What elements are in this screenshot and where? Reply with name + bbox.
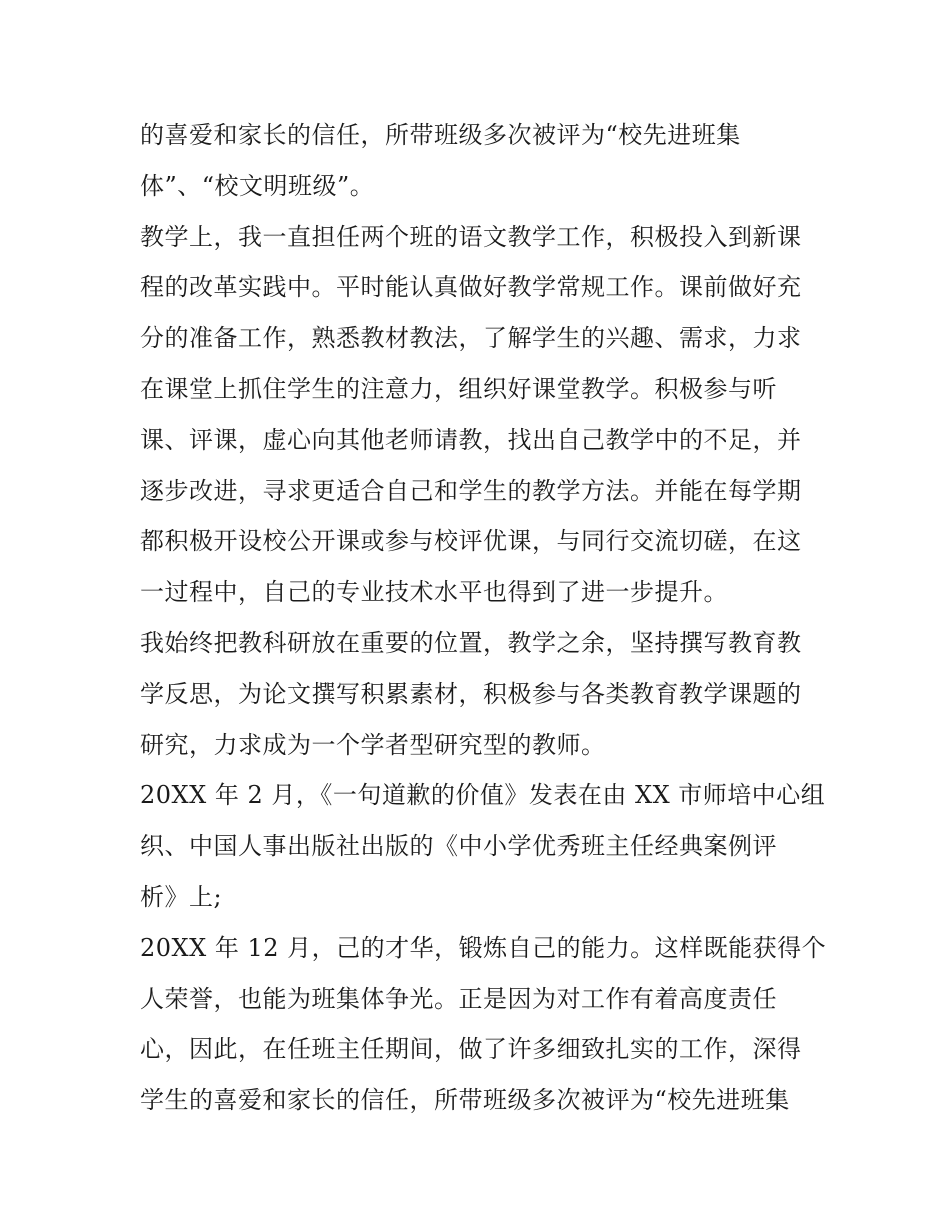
text-line: 人荣誉，也能为班集体争光。正是因为对工作有着高度责任 — [140, 984, 777, 1013]
text-line: 一过程中，自己的专业技术水平也得到了进一步提升。 — [140, 578, 728, 607]
text-line: 都积极开设校公开课或参与校评优课，与同行交流切磋，在这 — [140, 527, 802, 556]
text-line: 心，因此，在任班主任期间，做了许多细致扎实的工作，深得 — [140, 1035, 802, 1064]
text-line: 的喜爱和家长的信任，所带班级多次被评为“校先进班集 — [140, 121, 741, 149]
text-line: 在课堂上抓住学生的注意力，组织好课堂教学。积极参与听 — [140, 374, 777, 403]
text-line: 20XX 年 2 月，《一句道歉的价值》发表在由 XX 市师培中心组 — [140, 781, 826, 810]
document-body — [140, 110, 827, 1126]
text-line: 课、评课，虚心向其他老师请教，找出自己教学中的不足，并 — [140, 425, 802, 454]
text-line: 逐步改进，寻求更适合自己和学生的教学方法。并能在每学期 — [140, 476, 802, 505]
text-line: 织、中国人事出版社出版的《中小学优秀班主任经典案例评 — [140, 832, 777, 861]
text-line: 析》上; — [140, 882, 223, 911]
text-line: 分的准备工作，熟悉教材教法，了解学生的兴趣、需求，力求 — [140, 324, 802, 353]
text-line: 我始终把教科研放在重要的位置，教学之余，坚持撰写教育教 — [140, 628, 802, 657]
text-line: 程的改革实践中。平时能认真做好教学常规工作。课前做好充 — [140, 273, 802, 302]
text-line: 20XX 年 12 月，己的才华，锻炼自己的能力。这样既能获得个 — [140, 933, 827, 962]
text-line: 教学上，我一直担任两个班的语文教学工作，积极投入到新课 — [140, 222, 802, 251]
text-line: 学反思，为论文撰写积累素材，积极参与各类教育教学课题的 — [140, 679, 802, 708]
text-line: 体”、“校文明班级”。 — [140, 171, 375, 200]
text-line: 研究，力求成为一个学者型研究型的教师。 — [140, 730, 606, 759]
text-line: 学生的喜爱和家长的信任，所带班级多次被评为“校先进班集 — [140, 1086, 790, 1115]
